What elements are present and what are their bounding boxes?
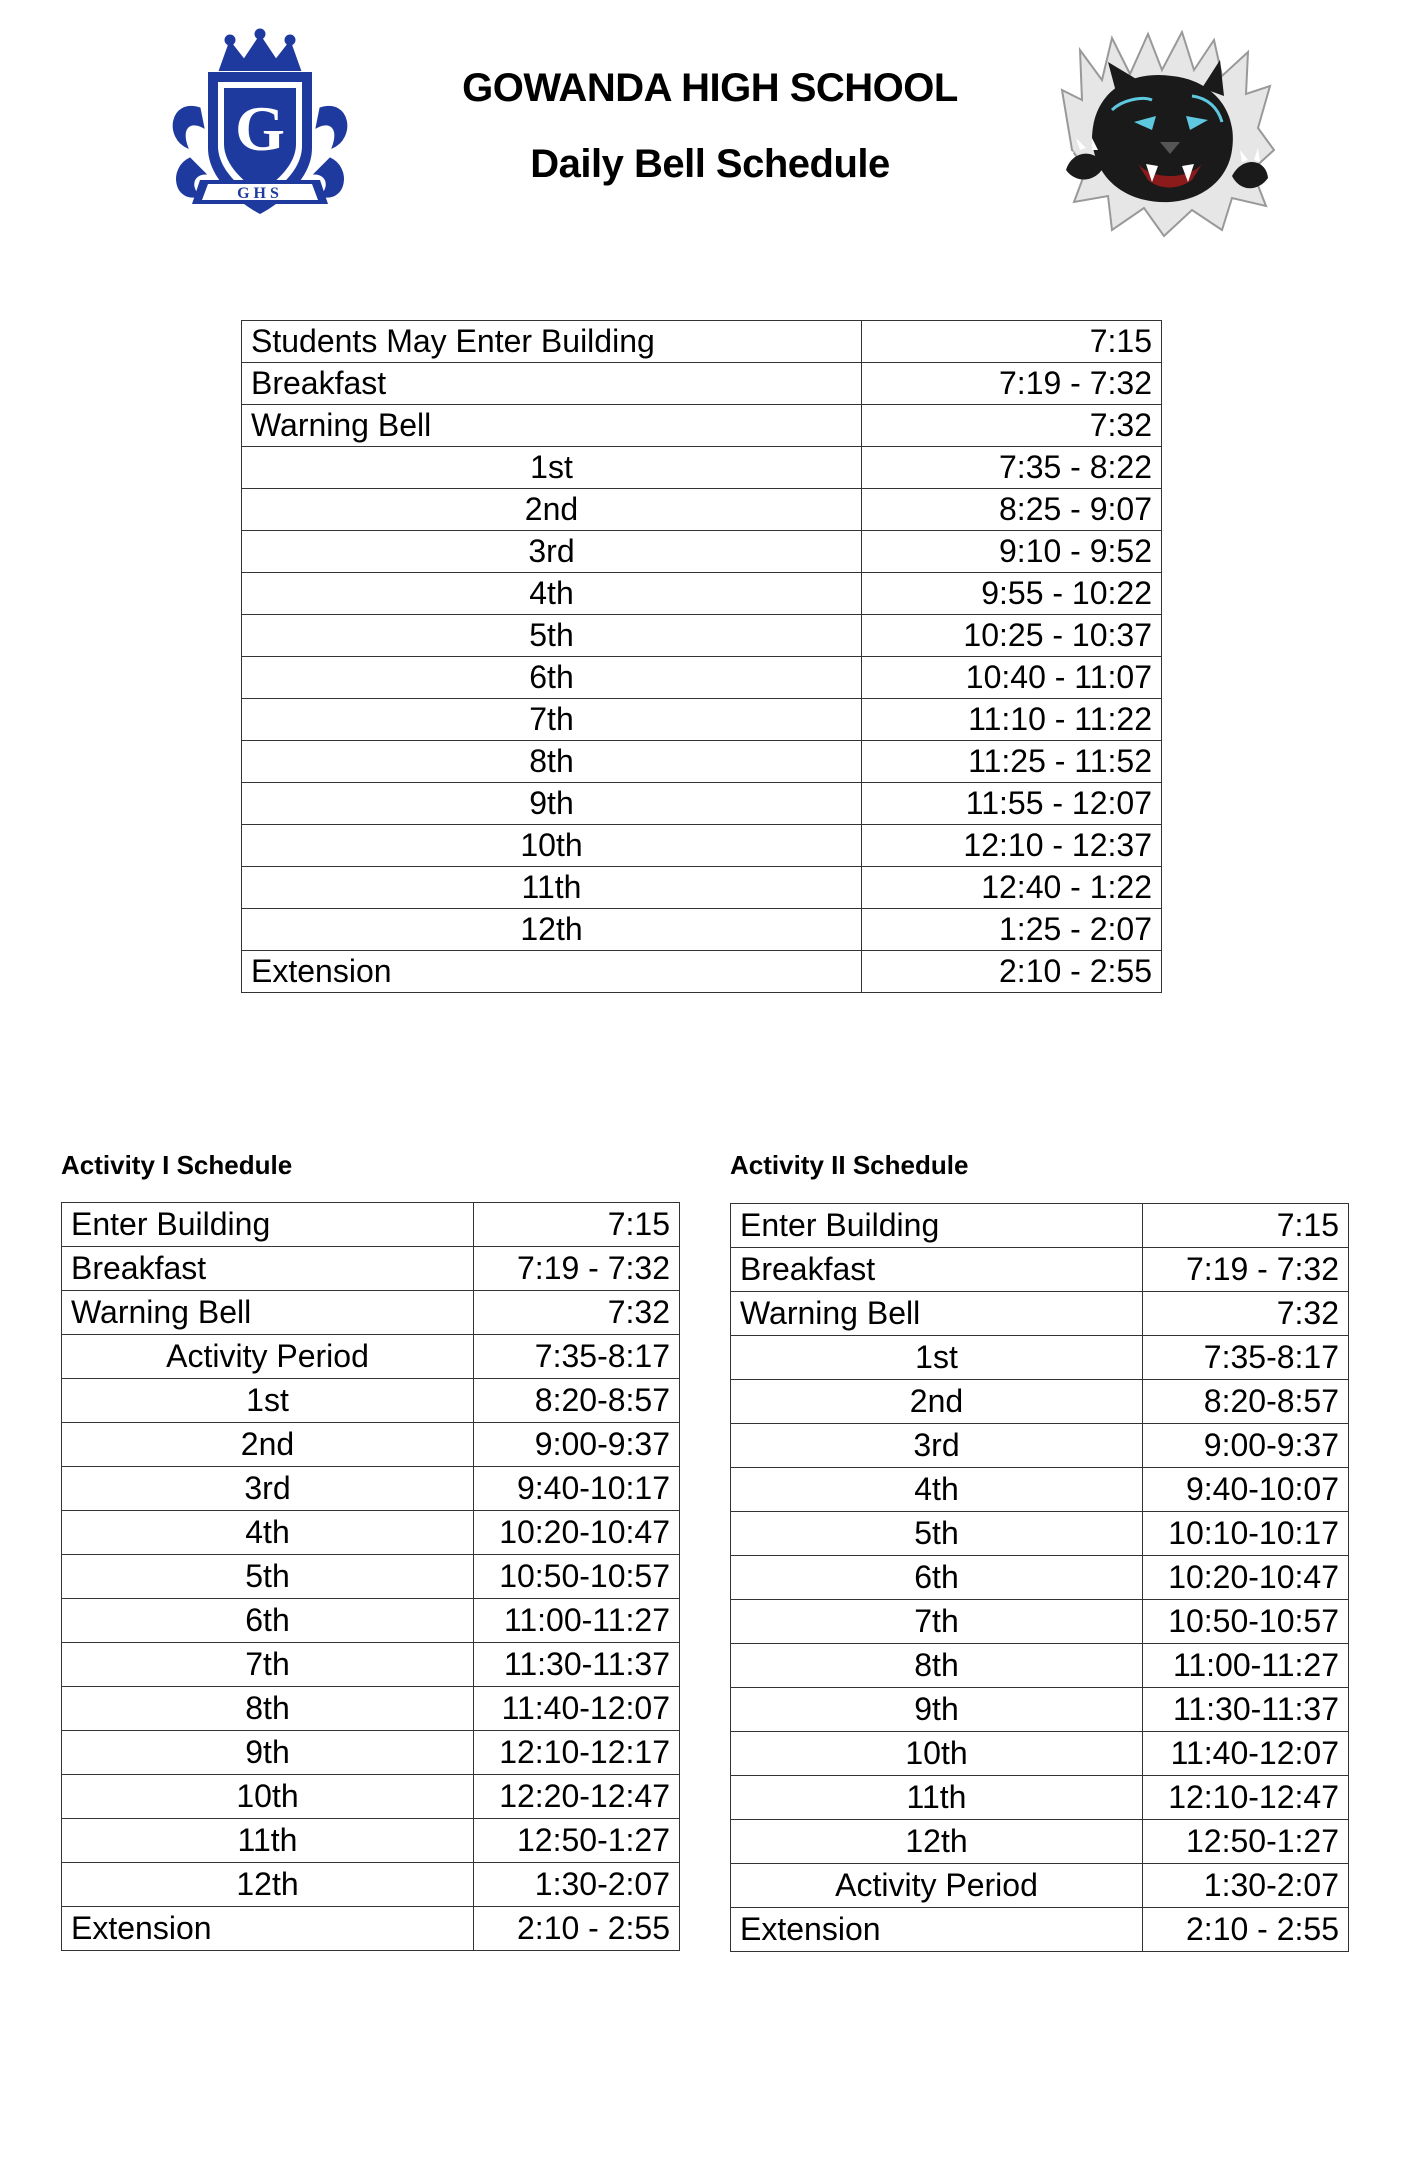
schedule-row bbox=[731, 1908, 1349, 1952]
period-time: 7:35 - 8:22 bbox=[862, 447, 1162, 489]
schedule-row bbox=[62, 1423, 680, 1467]
period-time: 11:25 - 11:52 bbox=[862, 741, 1162, 783]
schedule-row bbox=[731, 1864, 1349, 1908]
period-label: 4th bbox=[62, 1511, 474, 1555]
schedule-row bbox=[731, 1336, 1349, 1380]
schedule-row bbox=[62, 1511, 680, 1555]
period-time: 9:10 - 9:52 bbox=[862, 531, 1162, 573]
period-label: 7th bbox=[731, 1600, 1143, 1644]
period-time: 7:32 bbox=[862, 405, 1162, 447]
schedule-row bbox=[242, 825, 1162, 867]
activity-2-schedule-table bbox=[730, 1203, 1349, 1952]
period-label: 2nd bbox=[731, 1380, 1143, 1424]
period-label: Activity Period bbox=[62, 1335, 474, 1379]
period-time: 12:50-1:27 bbox=[474, 1819, 680, 1863]
period-time: 8:20-8:57 bbox=[474, 1379, 680, 1423]
period-label: Enter Building bbox=[62, 1203, 474, 1247]
period-label: 1st bbox=[731, 1336, 1143, 1380]
period-time: 11:30-11:37 bbox=[1143, 1688, 1349, 1732]
activity-2-schedule-body bbox=[731, 1204, 1349, 1952]
period-label: 10th bbox=[242, 825, 862, 867]
period-label: Warning Bell bbox=[242, 405, 862, 447]
period-label: Breakfast bbox=[731, 1248, 1143, 1292]
period-label: 4th bbox=[242, 573, 862, 615]
period-time: 1:30-2:07 bbox=[1143, 1864, 1349, 1908]
period-label: 9th bbox=[242, 783, 862, 825]
schedule-row bbox=[62, 1687, 680, 1731]
period-label: 3rd bbox=[242, 531, 862, 573]
schedule-row bbox=[731, 1776, 1349, 1820]
period-label: 4th bbox=[731, 1468, 1143, 1512]
period-label: Breakfast bbox=[242, 363, 862, 405]
period-label: Warning Bell bbox=[731, 1292, 1143, 1336]
schedule-row bbox=[62, 1291, 680, 1335]
schedule-row bbox=[62, 1907, 680, 1951]
period-label: 9th bbox=[731, 1688, 1143, 1732]
period-label: 10th bbox=[731, 1732, 1143, 1776]
main-schedule-body bbox=[242, 321, 1162, 993]
period-label: 3rd bbox=[62, 1467, 474, 1511]
period-time: 12:20-12:47 bbox=[474, 1775, 680, 1819]
period-time: 1:30-2:07 bbox=[474, 1863, 680, 1907]
schedule-row bbox=[731, 1600, 1349, 1644]
schedule-row bbox=[731, 1688, 1349, 1732]
schedule-row bbox=[731, 1820, 1349, 1864]
period-label: Extension bbox=[731, 1908, 1143, 1952]
period-time: 7:15 bbox=[1143, 1204, 1349, 1248]
period-label: 12th bbox=[62, 1863, 474, 1907]
period-time: 12:10 - 12:37 bbox=[862, 825, 1162, 867]
period-label: 8th bbox=[242, 741, 862, 783]
period-label: Activity Period bbox=[731, 1864, 1143, 1908]
period-label: Students May Enter Building bbox=[242, 321, 862, 363]
schedule-row bbox=[62, 1555, 680, 1599]
schedule-row bbox=[731, 1380, 1349, 1424]
schedule-row bbox=[242, 909, 1162, 951]
period-label: 2nd bbox=[242, 489, 862, 531]
period-time: 9:40-10:07 bbox=[1143, 1468, 1349, 1512]
period-label: 12th bbox=[731, 1820, 1143, 1864]
school-name: GOWANDA HIGH SCHOOL bbox=[462, 66, 958, 110]
crest-monogram: GHS bbox=[237, 185, 283, 202]
schedule-row bbox=[62, 1599, 680, 1643]
schedule-row bbox=[242, 573, 1162, 615]
period-time: 7:19 - 7:32 bbox=[1143, 1248, 1349, 1292]
period-label: 2nd bbox=[62, 1423, 474, 1467]
period-label: 11th bbox=[242, 867, 862, 909]
period-label: 10th bbox=[62, 1775, 474, 1819]
period-time: 9:00-9:37 bbox=[474, 1423, 680, 1467]
period-label: 1st bbox=[62, 1379, 474, 1423]
schedule-row bbox=[731, 1468, 1349, 1512]
schedule-row bbox=[62, 1379, 680, 1423]
schedule-row bbox=[242, 615, 1162, 657]
schedule-row bbox=[62, 1819, 680, 1863]
period-time: 10:50-10:57 bbox=[474, 1555, 680, 1599]
schedule-row bbox=[242, 447, 1162, 489]
period-time: 7:32 bbox=[474, 1291, 680, 1335]
schedule-row bbox=[62, 1203, 680, 1247]
activity-1-schedule-table bbox=[61, 1202, 680, 1951]
period-time: 10:10-10:17 bbox=[1143, 1512, 1349, 1556]
period-time: 12:50-1:27 bbox=[1143, 1820, 1349, 1864]
period-label: Enter Building bbox=[731, 1204, 1143, 1248]
period-label: 6th bbox=[62, 1599, 474, 1643]
period-label: 5th bbox=[731, 1512, 1143, 1556]
period-time: 11:40-12:07 bbox=[1143, 1732, 1349, 1776]
period-label: 1st bbox=[242, 447, 862, 489]
period-time: 11:10 - 11:22 bbox=[862, 699, 1162, 741]
period-time: 9:00-9:37 bbox=[1143, 1424, 1349, 1468]
daily-bell-schedule-table bbox=[241, 320, 1162, 993]
schedule-row bbox=[62, 1643, 680, 1687]
period-label: 7th bbox=[62, 1643, 474, 1687]
period-time: 2:10 - 2:55 bbox=[474, 1907, 680, 1951]
schedule-row bbox=[62, 1335, 680, 1379]
period-time: 12:10-12:47 bbox=[1143, 1776, 1349, 1820]
period-label: Extension bbox=[62, 1907, 474, 1951]
schedule-row bbox=[62, 1863, 680, 1907]
schedule-row bbox=[731, 1204, 1349, 1248]
period-label: 5th bbox=[242, 615, 862, 657]
period-label: Breakfast bbox=[62, 1247, 474, 1291]
period-label: 7th bbox=[242, 699, 862, 741]
period-time: 1:25 - 2:07 bbox=[862, 909, 1162, 951]
period-time: 10:40 - 11:07 bbox=[862, 657, 1162, 699]
period-time: 7:35-8:17 bbox=[1143, 1336, 1349, 1380]
period-label: Warning Bell bbox=[62, 1291, 474, 1335]
period-time: 11:40-12:07 bbox=[474, 1687, 680, 1731]
period-time: 8:20-8:57 bbox=[1143, 1380, 1349, 1424]
period-time: 7:32 bbox=[1143, 1292, 1349, 1336]
period-time: 10:20-10:47 bbox=[1143, 1556, 1349, 1600]
schedule-row bbox=[62, 1775, 680, 1819]
period-time: 7:15 bbox=[474, 1203, 680, 1247]
schedule-row bbox=[731, 1424, 1349, 1468]
period-time: 2:10 - 2:55 bbox=[1143, 1908, 1349, 1952]
schedule-row bbox=[242, 951, 1162, 993]
schedule-row bbox=[242, 321, 1162, 363]
period-time: 9:55 - 10:22 bbox=[862, 573, 1162, 615]
schedule-row bbox=[242, 405, 1162, 447]
period-time: 12:40 - 1:22 bbox=[862, 867, 1162, 909]
period-time: 11:00-11:27 bbox=[474, 1599, 680, 1643]
schedule-row bbox=[242, 363, 1162, 405]
period-time: 12:10-12:17 bbox=[474, 1731, 680, 1775]
period-label: 8th bbox=[731, 1644, 1143, 1688]
schedule-row bbox=[242, 867, 1162, 909]
period-time: 2:10 - 2:55 bbox=[862, 951, 1162, 993]
schedule-row bbox=[242, 783, 1162, 825]
schedule-row bbox=[731, 1644, 1349, 1688]
period-time: 10:20-10:47 bbox=[474, 1511, 680, 1555]
period-label: 5th bbox=[62, 1555, 474, 1599]
schedule-row bbox=[242, 741, 1162, 783]
schedule-row bbox=[731, 1512, 1349, 1556]
period-label: 6th bbox=[242, 657, 862, 699]
schedule-row bbox=[62, 1731, 680, 1775]
period-time: 8:25 - 9:07 bbox=[862, 489, 1162, 531]
period-label: 9th bbox=[62, 1731, 474, 1775]
schedule-row bbox=[242, 489, 1162, 531]
period-time: 10:25 - 10:37 bbox=[862, 615, 1162, 657]
period-label: 11th bbox=[62, 1819, 474, 1863]
period-label: 6th bbox=[731, 1556, 1143, 1600]
schedule-row bbox=[242, 699, 1162, 741]
period-label: 3rd bbox=[731, 1424, 1143, 1468]
period-label: Extension bbox=[242, 951, 862, 993]
schedule-row bbox=[242, 531, 1162, 573]
activity-1-schedule-body bbox=[62, 1203, 680, 1951]
period-time: 7:19 - 7:32 bbox=[474, 1247, 680, 1291]
period-label: 12th bbox=[242, 909, 862, 951]
schedule-row bbox=[242, 657, 1162, 699]
schedule-row bbox=[731, 1248, 1349, 1292]
period-time: 9:40-10:17 bbox=[474, 1467, 680, 1511]
schedule-row bbox=[731, 1292, 1349, 1336]
activity-1-heading: Activity I Schedule bbox=[61, 1150, 293, 1180]
school-crest-logo bbox=[160, 28, 360, 238]
page-subtitle: Daily Bell Schedule bbox=[530, 142, 890, 186]
panther-mascot-icon bbox=[1052, 30, 1278, 242]
activity-2-heading: Activity II Schedule bbox=[730, 1150, 969, 1180]
period-time: 7:15 bbox=[862, 321, 1162, 363]
schedule-row bbox=[62, 1247, 680, 1291]
period-label: 8th bbox=[62, 1687, 474, 1731]
schedule-row bbox=[62, 1467, 680, 1511]
period-time: 11:55 - 12:07 bbox=[862, 783, 1162, 825]
period-label: 11th bbox=[731, 1776, 1143, 1820]
period-time: 7:35-8:17 bbox=[474, 1335, 680, 1379]
period-time: 11:00-11:27 bbox=[1143, 1644, 1349, 1688]
crest-initial: G bbox=[235, 93, 285, 164]
period-time: 10:50-10:57 bbox=[1143, 1600, 1349, 1644]
schedule-row bbox=[731, 1732, 1349, 1776]
period-time: 7:19 - 7:32 bbox=[862, 363, 1162, 405]
schedule-row bbox=[731, 1556, 1349, 1600]
period-time: 11:30-11:37 bbox=[474, 1643, 680, 1687]
